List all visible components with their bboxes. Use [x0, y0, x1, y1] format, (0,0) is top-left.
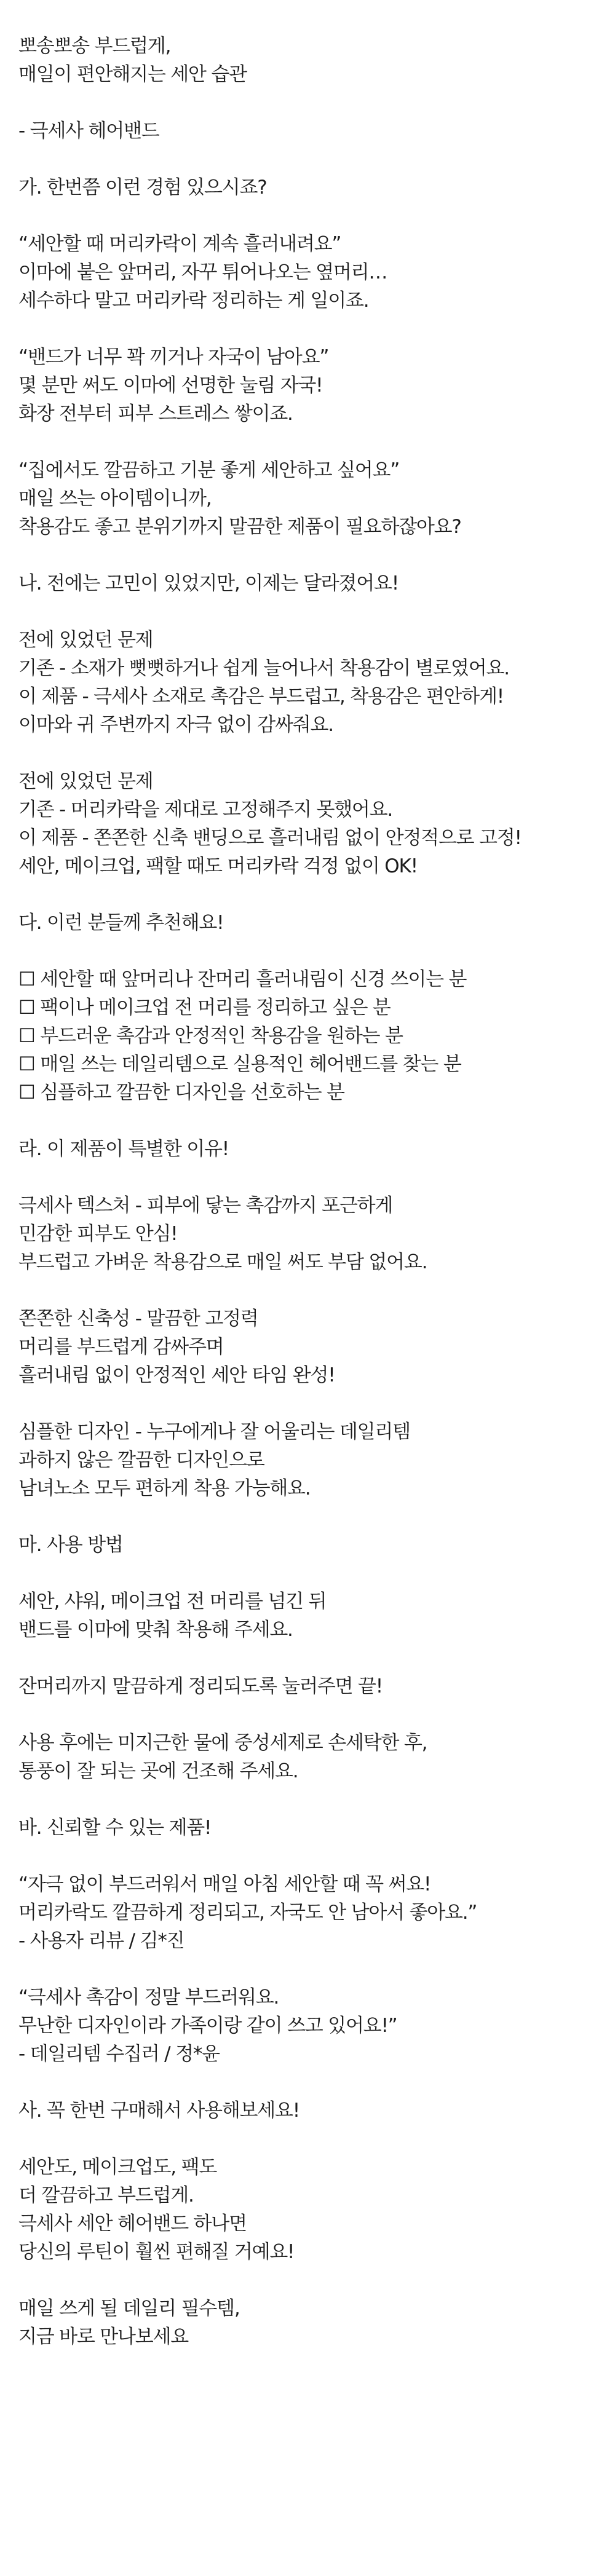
- paragraph-gap: [18, 202, 603, 230]
- text-line: 부드럽고 가벼운 착용감으로 매일 써도 부담 없어요.: [18, 1251, 427, 1273]
- paragraph: [18, 1418, 603, 1503]
- text-line: 이마에 붙은 앞머리, 자꾸 튀어나오는 옆머리…: [18, 261, 387, 283]
- text-line: 착용감도 좋고 분위기까지 말끔한 제품이 필요하잖아요?: [18, 516, 461, 538]
- paragraph-gap: [18, 1503, 603, 1531]
- paragraph: [18, 1135, 603, 1163]
- text-line: 매일이 편안해지는 세안 습관: [18, 63, 247, 85]
- paragraph: [18, 2096, 603, 2125]
- text-line: 몇 분만 써도 이마에 선명한 눌림 자국!: [18, 374, 323, 397]
- text-line: ☐ 심플하고 깔끔한 디자인을 선호하는 분: [18, 1081, 344, 1104]
- text-line: 세안도, 메이크업도, 팩도: [18, 2156, 217, 2178]
- text-line: 흘러내림 없이 안정적인 세안 타임 완성!: [18, 1364, 335, 1386]
- text-line: 라. 이 제품이 특별한 이유!: [18, 1138, 229, 1160]
- paragraph: [18, 456, 603, 541]
- paragraph-gap: [18, 598, 603, 626]
- paragraph: [18, 1814, 603, 1842]
- text-line: 화장 전부터 피부 스트레스 쌓이죠.: [18, 403, 293, 425]
- paragraph: [18, 767, 603, 880]
- text-line: 다. 이런 분들께 추천해요!: [18, 912, 224, 934]
- text-line: 이 제품 - 극세사 소재로 촉감은 부드럽고, 착용감은 편안하게!: [18, 685, 504, 708]
- paragraph: [18, 343, 603, 428]
- text-line: 지금 바로 만나보세요: [18, 2326, 189, 2348]
- text-line: 이 제품 - 쫀쫀한 신축 밴딩으로 흘러내림 없이 안정적으로 고정!: [18, 827, 522, 849]
- text-line: 무난한 디자인이라 가족이랑 같이 쓰고 있어요!”: [18, 2015, 397, 2037]
- paragraph-gap: [18, 1842, 603, 1870]
- text-line: “극세사 촉감이 정말 부드러워요.: [18, 1986, 279, 2009]
- text-line: 마. 사용 방법: [18, 1534, 123, 1556]
- paragraph: [18, 626, 603, 739]
- paragraph: [18, 965, 603, 1107]
- paragraph-gap: [18, 880, 603, 909]
- paragraph-gap: [18, 1276, 603, 1305]
- paragraph-gap: [18, 1644, 603, 1672]
- paragraph: [18, 1983, 603, 2068]
- text-line: 매일 쓰는 아이템이니까,: [18, 488, 212, 510]
- paragraph-gap: [18, 2125, 603, 2153]
- paragraph-gap: [18, 2266, 603, 2294]
- text-line: 민감한 피부도 안심!: [18, 1223, 178, 1245]
- text-line: 극세사 세안 헤어밴드 하나면: [18, 2213, 247, 2235]
- paragraph-gap: [18, 315, 603, 343]
- paragraph: [18, 1191, 603, 1276]
- paragraph: [18, 230, 603, 315]
- text-line: 뽀송뽀송 부드럽게,: [18, 35, 171, 57]
- text-line: 매일 쓰게 될 데일리 필수템,: [18, 2297, 240, 2320]
- text-line: ☐ 부드러운 촉감과 안정적인 착용감을 원하는 분: [18, 1025, 403, 1047]
- text-line: 전에 있었던 문제: [18, 770, 153, 792]
- text-line: 밴드를 이마에 맞춰 착용해 주세요.: [18, 1619, 293, 1641]
- paragraph-gap: [18, 1955, 603, 1983]
- text-line: ☐ 세안할 때 앞머리나 잔머리 흘러내림이 신경 쓰이는 분: [18, 968, 467, 990]
- text-line: - 사용자 리뷰 / 김*진: [18, 1930, 184, 1952]
- paragraph: [18, 173, 603, 202]
- paragraph: [18, 909, 603, 937]
- paragraph-gap: [18, 1785, 603, 1814]
- text-line: ☐ 매일 쓰는 데일리템으로 실용적인 헤어밴드를 찾는 분: [18, 1053, 461, 1075]
- paragraph-gap: [18, 1163, 603, 1191]
- text-line: 사. 꼭 한번 구매해서 사용해보세요!: [18, 2100, 300, 2122]
- text-line: 더 깔끔하고 부드럽게.: [18, 2184, 194, 2207]
- text-line: ☐ 팩이나 메이크업 전 머리를 정리하고 싶은 분: [18, 997, 391, 1019]
- paragraph-gap: [18, 739, 603, 767]
- paragraph-gap: [18, 1701, 603, 1729]
- text-line: 쫀쫀한 신축성 - 말끔한 고정력: [18, 1308, 258, 1330]
- text-line: 세안, 메이크업, 팩할 때도 머리카락 걱정 없이 OK!: [18, 855, 418, 877]
- text-line: 남녀노소 모두 편하게 착용 가능해요.: [18, 1477, 311, 1499]
- text-line: 잔머리까지 말끔하게 정리되도록 눌러주면 끝!: [18, 1675, 383, 1697]
- text-line: - 데일리템 수집러 / 정*윤: [18, 2043, 220, 2065]
- text-line: 가. 한번쯤 이런 경험 있으시죠?: [18, 176, 267, 199]
- text-line: 당신의 루틴이 훨씬 편해질 거예요!: [18, 2241, 295, 2263]
- paragraph: [18, 1729, 603, 1785]
- paragraph: [18, 117, 603, 145]
- paragraph: [18, 569, 603, 598]
- text-line: “세안할 때 머리카락이 계속 흘러내려요”: [18, 233, 341, 255]
- paragraph-gap: [18, 1107, 603, 1135]
- text-line: 기존 - 머리카락을 제대로 고정해주지 못했어요.: [18, 799, 393, 821]
- text-line: 나. 전에는 고민이 있었지만, 이제는 달라졌어요!: [18, 572, 399, 595]
- paragraph: [18, 1305, 603, 1389]
- text-line: 세수하다 말고 머리카락 정리하는 게 일이죠.: [18, 290, 369, 312]
- paragraph: [18, 32, 603, 89]
- paragraph: [18, 2153, 603, 2266]
- text-line: “자극 없이 부드러워서 매일 아침 세안할 때 꼭 써요!: [18, 1873, 431, 1895]
- paragraph: [18, 1587, 603, 1644]
- text-line: “집에서도 깔끔하고 기분 좋게 세안하고 싶어요”: [18, 459, 400, 481]
- paragraph-gap: [18, 541, 603, 569]
- text-line: 머리를 부드럽게 감싸주며: [18, 1336, 224, 1358]
- text-line: “밴드가 너무 꽉 끼거나 자국이 남아요”: [18, 346, 329, 368]
- text-line: 기존 - 소재가 뻣뻣하거나 쉽게 늘어나서 착용감이 별로였어요.: [18, 657, 509, 679]
- text-line: 전에 있었던 문제: [18, 629, 153, 651]
- text-line: 과하지 않은 깔끔한 디자인으로: [18, 1449, 264, 1471]
- paragraph-gap: [18, 89, 603, 117]
- paragraph: [18, 2294, 603, 2351]
- text-line: 심플한 디자인 - 누구에게나 잘 어울리는 데일리템: [18, 1421, 410, 1443]
- text-line: 세안, 샤워, 메이크업 전 머리를 넘긴 뒤: [18, 1590, 327, 1613]
- paragraph-gap: [18, 1389, 603, 1418]
- paragraph-gap: [18, 2068, 603, 2096]
- text-line: 머리카락도 깔끔하게 정리되고, 자국도 안 남아서 좋아요.”: [18, 1902, 477, 1924]
- text-line: 사용 후에는 미지근한 물에 중성세제로 손세탁한 후,: [18, 1732, 427, 1754]
- text-line: 바. 신뢰할 수 있는 제품!: [18, 1817, 212, 1839]
- text-line: 통풍이 잘 되는 곳에 건조해 주세요.: [18, 1760, 298, 1782]
- paragraph-gap: [18, 1559, 603, 1587]
- text-line: - 극세사 헤어밴드: [18, 120, 159, 142]
- paragraph-gap: [18, 937, 603, 965]
- product-description: [18, 32, 603, 2351]
- paragraph: [18, 1531, 603, 1559]
- paragraph-gap: [18, 145, 603, 173]
- text-line: 극세사 텍스처 - 피부에 닿는 촉감까지 포근하게: [18, 1195, 393, 1217]
- paragraph: [18, 1672, 603, 1701]
- text-line: 이마와 귀 주변까지 자극 없이 감싸줘요.: [18, 714, 333, 736]
- paragraph: [18, 1870, 603, 1955]
- paragraph-gap: [18, 428, 603, 456]
